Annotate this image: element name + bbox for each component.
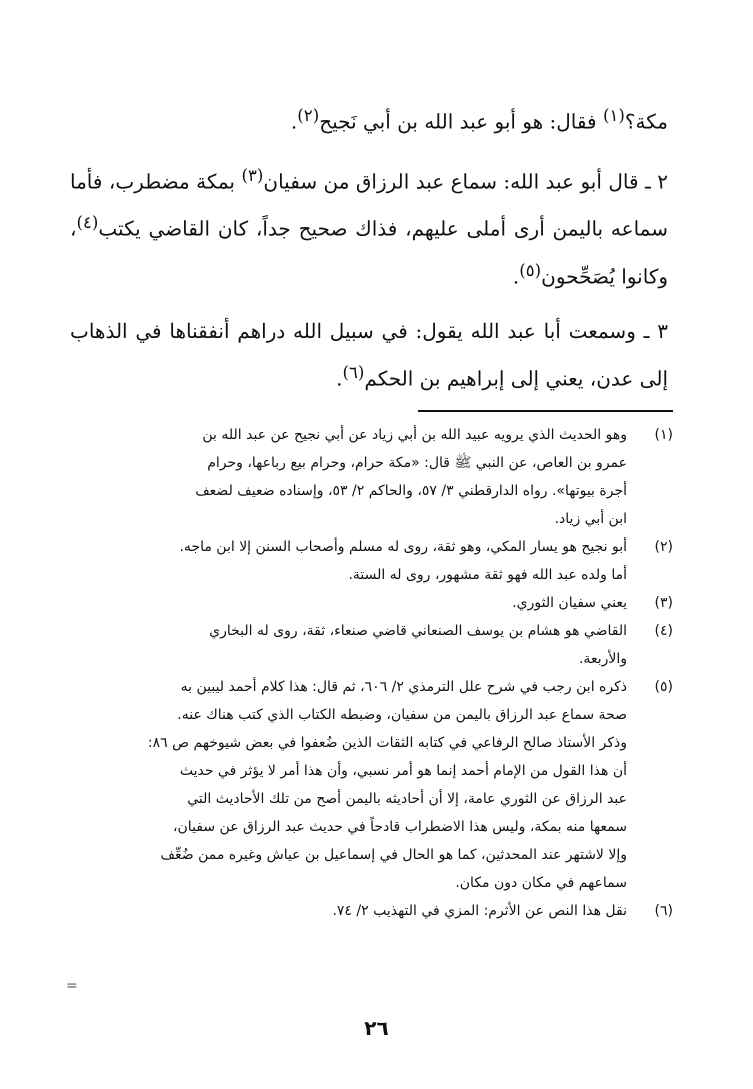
footnote-line: والأربعة. — [578, 651, 627, 667]
footnote-number: (٤) — [654, 623, 673, 639]
footnote-line: عمرو بن العاص، عن النبي ﷺ قال: «مكة حرام، وحرام بيع رباعها، وحرام — [207, 455, 627, 471]
main-text — [70, 95, 668, 399]
footnote-line: وذكر الأستاذ صالح الرفاعي في كتابه الثقات الذين ضُعفوا في بعض شيوخهم ص ٨٦: — [147, 735, 627, 751]
footnote-5 — [70, 673, 673, 897]
footnote-number: (٢) — [654, 539, 673, 555]
footnote-line: أبو نجيح هو يسار المكي، وهو ثقة، روى له مسلم وأصحاب السنن إلا ابن ماجه. — [179, 539, 627, 555]
footnote-line: ابن أبي زياد. — [554, 511, 627, 527]
footnote-line: سماعهم في مكان دون مكان. — [455, 875, 627, 891]
footnote-line: وإلا لاشتهر عند المحدثين، كما هو الحال في إسماعيل بن عياش وغيره ممن ضُعِّف — [160, 847, 627, 863]
footnote-1 — [70, 421, 673, 533]
footnote-line: يعني سفيان الثوري. — [512, 595, 627, 611]
footnote-line: نقل هذا النص عن الأثرم: المزي في التهذيب ٢/ ٧٤. — [332, 903, 627, 919]
paragraph-1: مكة؟$^{(١)}$ فقال: هو أبو عبد الله بن أبي نَجيح$^{(٢)}$. — [290, 106, 668, 134]
footnote-4 — [70, 617, 673, 673]
margin-mark: = — [66, 978, 78, 994]
footnote-line: أن هذا القول من الإمام أحمد إنما هو أمر نسبي، وأن هذا أمر لا يؤثر في حديث — [179, 763, 627, 779]
footnote-line: صحة سماع عبد الرزاق باليمن من سفيان، وضبطه الكتاب الذي كتب هناك عنه. — [177, 707, 627, 723]
footnotes — [70, 421, 673, 925]
footnote-line: أما ولده عبد الله فهو ثقة مشهور، روى له الستة. — [348, 567, 627, 583]
footnote-line: ذكره ابن رجب في شرح علل الترمذي ٢/ ٦٠٦، ثم قال: هذا كلام أحمد ليبين به — [180, 679, 627, 695]
footnote-line: وهو الحديث الذي يرويه عبيد الله بن أبي زياد عن أبي نجيح عن عبد الله بن — [202, 427, 627, 443]
footnote-3 — [70, 589, 673, 617]
footnote-line: أجرة بيوتها». رواه الدارقطني ٣/ ٥٧، والحاكم ٢/ ٥٣، وإسناده ضعيف لضعف — [195, 483, 627, 499]
paragraph-2: ٢ ـ قال أبو عبد الله: سماع عبد الرزاق من سفيان$^{(٣)}$ بمكة مضطرب، فأما سماعه باليمن أرى أملى عليهم، فذاك صحيح جداً، كان القاضي يكتب$^{(٤)}$، وكانوا يُصَحِّحون$^{(٥)}$. — [70, 165, 668, 289]
footnote-2 — [70, 533, 673, 589]
footnote-number: (١) — [654, 427, 673, 443]
footnote-number: (٥) — [654, 679, 673, 695]
page-number: ٢٦ — [364, 1016, 389, 1040]
footnote-line: القاضي هو هشام بن يوسف الصنعاني قاضي صنعاء، ثقة، روى له البخاري — [209, 623, 627, 639]
footnote-6 — [70, 897, 673, 925]
footnote-line: سمعها منه بمكة، وليس هذا الاضطراب قادحاً في حديث عبد الرزاق عن سفيان، — [173, 819, 627, 835]
footnote-number: (٣) — [654, 595, 673, 611]
footnote-number: (٦) — [654, 903, 673, 919]
footnote-separator — [418, 410, 673, 412]
footnote-line: عبد الرزاق عن الثوري عامة، إلا أن أحاديثه باليمن أصح من تلك الأحاديث التي — [187, 791, 627, 807]
paragraph-3: ٣ ـ وسمعت أبا عبد الله يقول: في سبيل الله دراهم أنفقناها في الذهاب إلى عدن، يعني إلى إبراهيم بن الحكم$^{(٦)}$. — [70, 318, 668, 391]
